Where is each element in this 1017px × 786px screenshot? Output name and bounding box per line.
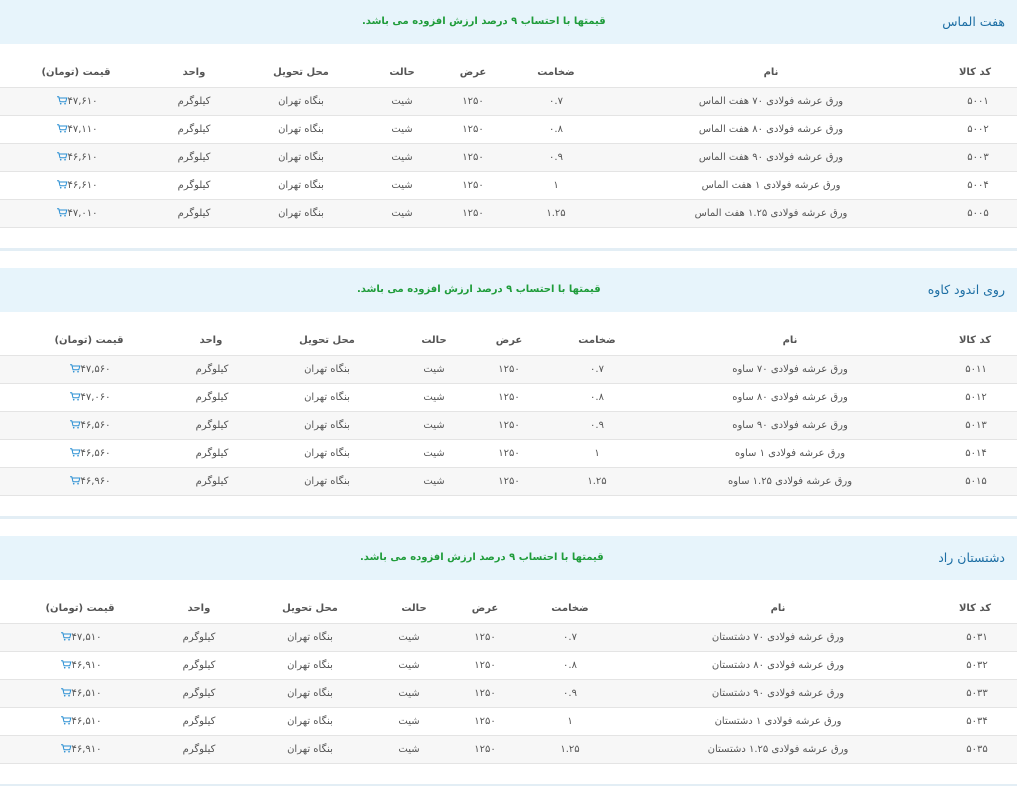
cell-width: ۱۲۵۰	[474, 716, 496, 727]
col-header-width: عرض	[495, 335, 523, 346]
section-title: روی اندود کاوه	[927, 282, 1005, 297]
cell-state: شیت	[391, 208, 413, 219]
cart-icon[interactable]	[60, 716, 71, 725]
cell-code: ۵۰۰۵	[967, 208, 989, 219]
section-dashtestan	[0, 536, 1017, 764]
section-kaveh	[0, 268, 1017, 496]
cell-unit: کیلوگرم	[182, 744, 216, 755]
section-divider	[0, 516, 1017, 519]
cell-thickness: ۰.۹	[590, 420, 604, 431]
cell-unit: کیلوگرم	[182, 688, 216, 699]
cell-thickness: ۱	[594, 448, 600, 459]
col-header-state: حالت	[401, 603, 427, 614]
cell-width: ۱۲۵۰	[474, 632, 496, 643]
col-header-unit: واحد	[187, 603, 211, 614]
cell-state: شیت	[423, 448, 445, 459]
cell-delivery: بنگاه تهران	[304, 392, 350, 403]
cell-code: ۵۰۱۵	[965, 476, 987, 487]
col-header-code: کد کالا	[958, 603, 992, 614]
price-value: ۴۶,۹۶۰	[80, 476, 111, 487]
cell-state: شیت	[423, 364, 445, 375]
vat-note: قیمتها با احتساب ۹ درصد ارزش افزوده می باشد.	[357, 284, 601, 295]
cell-state: شیت	[391, 124, 413, 135]
cell-state: شیت	[423, 476, 445, 487]
cell-price[interactable]	[67, 440, 110, 468]
section-header	[0, 0, 1017, 44]
cell-name: ورق عرشه فولادی ۷۰ هفت الماس	[698, 96, 844, 107]
price-value: ۴۷,۶۱۰	[67, 96, 98, 107]
cell-unit: کیلوگرم	[195, 392, 229, 403]
cart-icon[interactable]	[69, 448, 80, 457]
cell-width: ۱۲۵۰	[498, 476, 520, 487]
cell-unit: کیلوگرم	[195, 420, 229, 431]
cell-name: ورق عرشه فولادی ۱ هفت الماس	[701, 180, 841, 191]
cell-name: ورق عرشه فولادی ۸۰ ساوه	[732, 392, 848, 403]
cell-width: ۱۲۵۰	[498, 364, 520, 375]
cell-price[interactable]	[58, 680, 101, 708]
table-row	[0, 735, 1017, 764]
price-value: ۴۷,۰۱۰	[67, 208, 98, 219]
col-header-width: عرض	[471, 603, 499, 614]
col-header-unit: واحد	[199, 335, 223, 346]
price-value: ۴۷,۱۱۰	[67, 124, 98, 135]
cell-delivery: بنگاه تهران	[287, 716, 333, 727]
cell-price[interactable]	[58, 624, 101, 652]
col-header-thickness: ضخامت	[551, 603, 589, 614]
price-value: ۴۶,۹۱۰	[71, 744, 102, 755]
cell-code: ۵۰۱۴	[965, 448, 987, 459]
cell-code: ۵۰۰۳	[967, 152, 989, 163]
section-haft-almas	[0, 0, 1017, 228]
cell-code: ۵۰۰۴	[967, 180, 989, 191]
cell-code: ۵۰۳۴	[966, 716, 988, 727]
cell-delivery: بنگاه تهران	[287, 660, 333, 671]
col-header-code: کد کالا	[958, 67, 992, 78]
col-header-price: قیمت (تومان)	[41, 67, 111, 78]
cell-thickness: ۰.۹	[549, 152, 563, 163]
cell-price[interactable]	[54, 88, 97, 116]
cell-state: شیت	[398, 744, 420, 755]
cell-thickness: ۰.۸	[590, 392, 604, 403]
cell-state: شیت	[423, 392, 445, 403]
cell-name: ورق عرشه فولادی ۹۰ هفت الماس	[698, 152, 844, 163]
cell-price[interactable]	[67, 468, 110, 496]
price-value: ۴۶,۵۶۰	[80, 420, 111, 431]
cell-delivery: بنگاه تهران	[278, 208, 324, 219]
cell-price[interactable]	[54, 116, 97, 144]
cell-name: ورق عرشه فولادی ۹۰ دشتستان	[711, 688, 845, 699]
cell-unit: کیلوگرم	[182, 632, 216, 643]
cell-unit: کیلوگرم	[177, 180, 211, 191]
cell-name: ورق عرشه فولادی ۱ دشتستان	[714, 716, 842, 727]
cell-name: ورق عرشه فولادی ۱.۲۵ هفت الماس	[694, 208, 848, 219]
cell-name: ورق عرشه فولادی ۱ ساوه	[734, 448, 846, 459]
cell-thickness: ۱.۲۵	[587, 476, 607, 487]
col-header-state: حالت	[389, 67, 415, 78]
table-row	[0, 171, 1017, 199]
cell-width: ۱۲۵۰	[462, 152, 484, 163]
cell-unit: کیلوگرم	[182, 660, 216, 671]
table-row	[0, 355, 1017, 383]
cell-price[interactable]	[58, 708, 101, 736]
price-value: ۴۶,۵۶۰	[80, 448, 111, 459]
cart-icon[interactable]	[56, 208, 67, 217]
table-row	[0, 707, 1017, 735]
cell-unit: کیلوگرم	[195, 476, 229, 487]
table-row	[0, 143, 1017, 171]
cell-thickness: ۱	[567, 716, 573, 727]
cell-state: شیت	[398, 632, 420, 643]
cell-price[interactable]	[67, 412, 110, 440]
cell-code: ۵۰۳۳	[966, 688, 988, 699]
cart-icon[interactable]	[56, 124, 67, 133]
cell-unit: کیلوگرم	[182, 716, 216, 727]
col-header-name: نام	[782, 335, 798, 346]
table-header	[0, 59, 1017, 87]
cell-code: ۵۰۳۵	[966, 744, 988, 755]
cell-width: ۱۲۵۰	[462, 208, 484, 219]
table-body	[0, 355, 1017, 496]
price-value: ۴۶,۵۱۰	[71, 716, 102, 727]
table-row	[0, 651, 1017, 679]
cell-state: شیت	[423, 420, 445, 431]
cell-thickness: ۰.۷	[563, 632, 577, 643]
cart-icon[interactable]	[60, 632, 71, 641]
table-header	[0, 327, 1017, 355]
cell-unit: کیلوگرم	[177, 96, 211, 107]
col-header-code: کد کالا	[958, 335, 992, 346]
cell-name: ورق عرشه فولادی ۹۰ ساوه	[732, 420, 848, 431]
cell-code: ۵۰۳۱	[966, 632, 988, 643]
cell-name: ورق عرشه فولادی ۸۰ هفت الماس	[698, 124, 844, 135]
table-row	[0, 411, 1017, 439]
price-value: ۴۷,۰۶۰	[80, 392, 111, 403]
cell-price[interactable]	[54, 200, 97, 228]
table-row	[0, 679, 1017, 707]
cell-thickness: ۱.۲۵	[546, 208, 566, 219]
cell-unit: کیلوگرم	[195, 364, 229, 375]
cart-icon[interactable]	[60, 688, 71, 697]
table-row	[0, 87, 1017, 115]
col-header-thickness: ضخامت	[578, 335, 616, 346]
price-value: ۴۶,۶۱۰	[67, 180, 98, 191]
price-value: ۴۶,۶۱۰	[67, 152, 98, 163]
table-row	[0, 439, 1017, 467]
section-header	[0, 536, 1017, 580]
table-row	[0, 115, 1017, 143]
cell-delivery: بنگاه تهران	[287, 688, 333, 699]
cell-delivery: بنگاه تهران	[287, 744, 333, 755]
table-row	[0, 383, 1017, 411]
cell-state: شیت	[391, 96, 413, 107]
cell-code: ۵۰۳۲	[966, 660, 988, 671]
col-header-state: حالت	[421, 335, 447, 346]
cell-delivery: بنگاه تهران	[304, 448, 350, 459]
col-header-name: نام	[770, 603, 786, 614]
cell-price[interactable]	[67, 384, 110, 412]
table-row	[0, 199, 1017, 228]
cell-width: ۱۲۵۰	[498, 392, 520, 403]
cell-unit: کیلوگرم	[195, 448, 229, 459]
col-header-delivery: محل تحویل	[282, 603, 338, 614]
cell-state: شیت	[391, 180, 413, 191]
cell-name: ورق عرشه فولادی ۱.۲۵ ساوه	[727, 476, 853, 487]
cell-width: ۱۲۵۰	[462, 124, 484, 135]
cell-width: ۱۲۵۰	[498, 420, 520, 431]
cell-width: ۱۲۵۰	[462, 180, 484, 191]
cell-price[interactable]	[54, 172, 97, 200]
vat-note: قیمتها با احتساب ۹ درصد ارزش افزوده می باشد.	[360, 552, 604, 563]
table-body	[0, 87, 1017, 228]
cell-name: ورق عرشه فولادی ۷۰ دشتستان	[711, 632, 845, 643]
price-value: ۴۶,۹۱۰	[71, 660, 102, 671]
cart-icon[interactable]	[60, 744, 71, 753]
cart-icon[interactable]	[69, 392, 80, 401]
col-header-width: عرض	[459, 67, 487, 78]
cell-delivery: بنگاه تهران	[278, 96, 324, 107]
table-header	[0, 595, 1017, 623]
cell-thickness: ۰.۷	[549, 96, 563, 107]
cell-name: ورق عرشه فولادی ۷۰ ساوه	[732, 364, 848, 375]
cell-code: ۵۰۱۳	[965, 420, 987, 431]
cell-state: شیت	[391, 152, 413, 163]
cell-price[interactable]	[58, 652, 101, 680]
cell-price[interactable]	[67, 356, 110, 384]
col-header-delivery: محل تحویل	[273, 67, 329, 78]
cell-width: ۱۲۵۰	[474, 660, 496, 671]
cart-icon[interactable]	[69, 476, 80, 485]
cell-code: ۵۰۱۱	[965, 364, 987, 375]
cell-thickness: ۰.۷	[590, 364, 604, 375]
cart-icon[interactable]	[56, 96, 67, 105]
cell-width: ۱۲۵۰	[498, 448, 520, 459]
col-header-thickness: ضخامت	[537, 67, 575, 78]
cell-width: ۱۲۵۰	[474, 744, 496, 755]
col-header-unit: واحد	[182, 67, 206, 78]
cart-icon[interactable]	[56, 180, 67, 189]
cell-code: ۵۰۰۲	[967, 124, 989, 135]
cell-delivery: بنگاه تهران	[278, 152, 324, 163]
cell-price[interactable]	[54, 144, 97, 172]
cell-thickness: ۱.۲۵	[560, 744, 580, 755]
table-row	[0, 467, 1017, 496]
cell-unit: کیلوگرم	[177, 152, 211, 163]
cart-icon[interactable]	[69, 420, 80, 429]
price-value: ۴۶,۵۱۰	[71, 688, 102, 699]
cell-width: ۱۲۵۰	[462, 96, 484, 107]
cell-thickness: ۰.۸	[549, 124, 563, 135]
price-value: ۴۷,۵۱۰	[71, 632, 102, 643]
cell-thickness: ۰.۸	[563, 660, 577, 671]
cell-delivery: بنگاه تهران	[287, 632, 333, 643]
cell-state: شیت	[398, 660, 420, 671]
cell-delivery: بنگاه تهران	[304, 364, 350, 375]
price-value: ۴۷,۵۶۰	[80, 364, 111, 375]
cell-width: ۱۲۵۰	[474, 688, 496, 699]
section-header	[0, 268, 1017, 312]
cell-delivery: بنگاه تهران	[304, 476, 350, 487]
cell-price[interactable]	[58, 736, 101, 764]
col-header-name: نام	[763, 67, 779, 78]
cell-state: شیت	[398, 716, 420, 727]
section-title: دشتستان راد	[938, 550, 1005, 565]
col-header-price: قیمت (تومان)	[45, 603, 115, 614]
cell-thickness: ۰.۹	[563, 688, 577, 699]
cell-thickness: ۱	[553, 180, 559, 191]
cell-name: ورق عرشه فولادی ۱.۲۵ دشتستان	[707, 744, 849, 755]
cart-icon[interactable]	[69, 364, 80, 373]
section-divider	[0, 248, 1017, 251]
cell-state: شیت	[398, 688, 420, 699]
section-title: هفت الماس	[942, 14, 1005, 29]
cell-unit: کیلوگرم	[177, 208, 211, 219]
cell-delivery: بنگاه تهران	[278, 180, 324, 191]
cart-icon[interactable]	[60, 660, 71, 669]
cell-code: ۵۰۰۱	[967, 96, 989, 107]
cell-name: ورق عرشه فولادی ۸۰ دشتستان	[711, 660, 845, 671]
col-header-price: قیمت (تومان)	[54, 335, 124, 346]
table-row	[0, 623, 1017, 651]
table-body	[0, 623, 1017, 764]
col-header-delivery: محل تحویل	[299, 335, 355, 346]
cell-delivery: بنگاه تهران	[278, 124, 324, 135]
cell-unit: کیلوگرم	[177, 124, 211, 135]
cell-delivery: بنگاه تهران	[304, 420, 350, 431]
cell-code: ۵۰۱۲	[965, 392, 987, 403]
vat-note: قیمتها با احتساب ۹ درصد ارزش افزوده می باشد.	[362, 16, 606, 27]
cart-icon[interactable]	[56, 152, 67, 161]
